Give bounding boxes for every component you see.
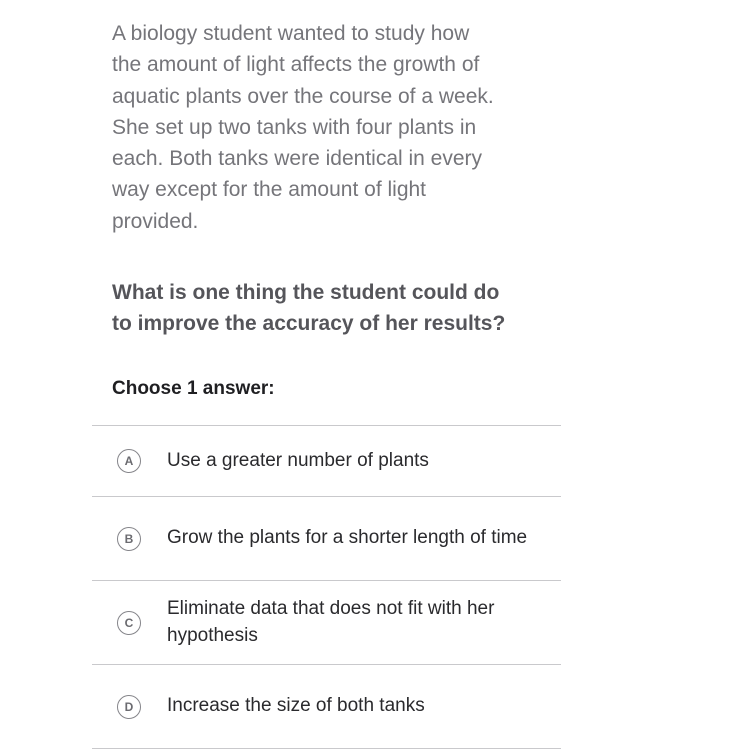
passage-line: aquatic plants over the course of a week. [112,84,494,108]
choice-d[interactable] [92,664,561,749]
answer-instruction: Choose 1 answer: [112,378,275,399]
choice-b[interactable] [92,496,561,580]
passage-text [112,18,552,237]
passage-line: the amount of light affects the growth of [112,53,480,77]
choice-c-radio[interactable]: C [117,611,141,635]
passage-line: each. Both tanks were identical in every [112,147,483,171]
choice-a-label: Use a greater number of plants [167,449,429,471]
choice-d-radio[interactable]: D [117,695,141,719]
question-line: to improve the accuracy of her results? [112,312,506,336]
passage-line: A biology student wanted to study how [112,22,470,45]
question-line: What is one thing the student could do [112,281,500,304]
passage-line: provided. [112,209,199,233]
choice-c-label: Eliminate data that does not fit with her hypothesis [167,598,495,646]
question-prompt [112,277,552,340]
choice-a-radio[interactable]: A [117,449,141,473]
choice-d-label: Increase the size of both tanks [167,695,425,717]
choice-b-label: Grow the plants for a shorter length of time [167,527,528,549]
answer-choices [92,425,561,749]
passage-line: way except for the amount of light [112,178,427,202]
choice-b-radio[interactable]: B [117,527,141,551]
choice-c[interactable] [92,580,561,664]
choice-a[interactable] [92,425,561,496]
passage-line: She set up two tanks with four plants in [112,115,477,139]
